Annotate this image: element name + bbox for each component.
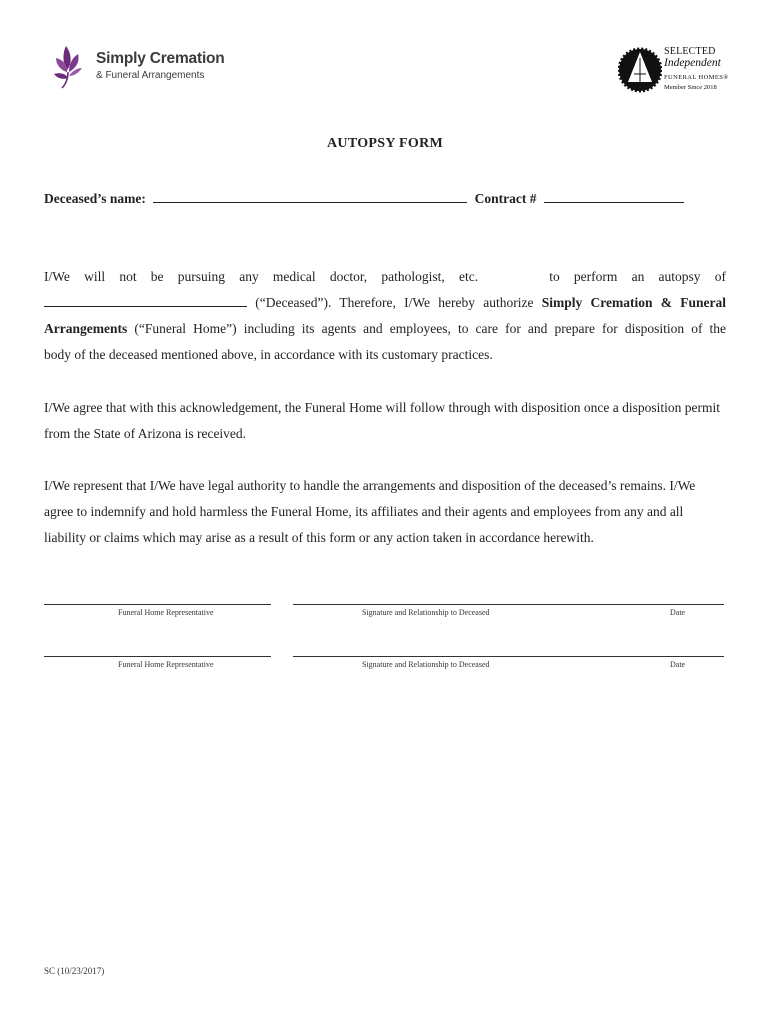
authorization-paragraph xyxy=(44,264,726,368)
deceased-name-field-2[interactable] xyxy=(44,294,247,307)
company-logo xyxy=(52,44,252,92)
p1-text-d: (“Funeral Home”) including its agents and employees, to care for and prepare for disposition of the xyxy=(134,321,727,336)
sig-label-2: Signature and Relationship to Deceased xyxy=(362,660,490,669)
signature-line-2[interactable] xyxy=(293,656,724,657)
sig-label-1: Signature and Relationship to Deceased xyxy=(362,608,490,617)
disposition-paragraph: I/We agree that with this acknowledgement, the Funeral Home will follow through with disposition once a disposition permit from the State of Arizona is received. xyxy=(44,400,721,441)
signature-line-1[interactable] xyxy=(293,604,724,605)
date-label-2: Date xyxy=(670,660,686,669)
company-name-2: Arrangements xyxy=(44,321,128,336)
badge-line-3: FUNERAL HOMES® xyxy=(664,74,729,81)
p1-text-c: (“Deceased”). Therefore, I/We hereby authorize xyxy=(255,295,534,310)
contract-number-field[interactable] xyxy=(544,190,684,203)
p1-text-b: to perform an autopsy of xyxy=(549,269,727,284)
rep-signature-line-1[interactable] xyxy=(44,604,271,605)
p1-line-2 xyxy=(44,290,726,316)
form-code: SC (10/23/2017) xyxy=(44,966,105,976)
deceased-name-label: Deceased’s name: xyxy=(44,191,146,206)
p1-line-1 xyxy=(44,264,726,290)
company-name: Simply Cremation & Funeral xyxy=(541,295,726,310)
badge-line-1: SELECTED xyxy=(664,46,716,57)
date-label-1: Date xyxy=(670,608,686,617)
rep-signature-line-2[interactable] xyxy=(44,656,271,657)
leaf-logo-icon xyxy=(52,44,94,90)
p1-line-4: body of the deceased mentioned above, in accordance with its customary practices. xyxy=(44,347,493,362)
badge-line-2: Independent xyxy=(664,57,721,69)
indemnity-paragraph: I/We represent that I/We have legal authority to handle the arrangements and disposition of the deceased’s remains. I/We agree to indemnify and hold harmless the Funeral Home, its affiliates and their agents and employees from any and all liability or claims which may arise as a result of this form or any action taken in accordance herewith. xyxy=(44,478,696,545)
form-title: AUTOPSY FORM xyxy=(327,136,443,151)
p1-line-3 xyxy=(44,316,726,342)
badge-line-4: Member Since 2018 xyxy=(664,84,717,91)
rep-label-1: Funeral Home Representative xyxy=(118,608,214,617)
rep-label-2: Funeral Home Representative xyxy=(118,660,214,669)
p1-text-a: I/We will not be pursuing any medical doctor, pathologist, etc. xyxy=(44,269,479,284)
brand-subtitle: & Funeral Arrangements xyxy=(96,70,205,81)
brand-name: Simply Cremation xyxy=(96,50,225,67)
deceased-row xyxy=(44,190,684,207)
contract-label: Contract # xyxy=(474,191,537,206)
deceased-name-field[interactable] xyxy=(153,190,467,203)
badge-seal-icon xyxy=(618,44,662,98)
selected-independent-badge xyxy=(618,44,733,98)
